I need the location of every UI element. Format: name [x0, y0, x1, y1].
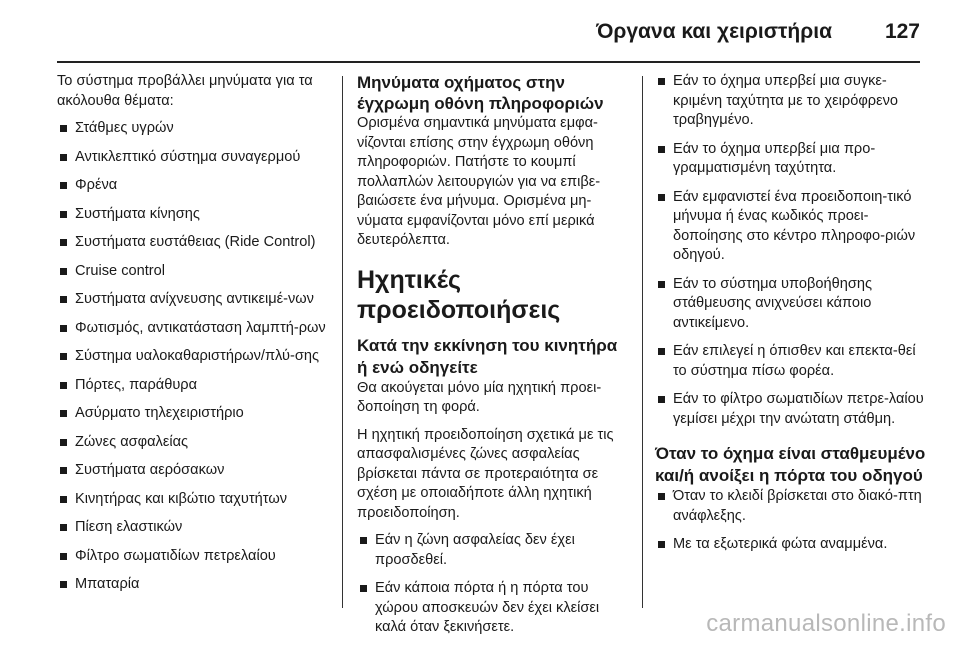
header-divider	[57, 61, 920, 63]
watermark: carmanualsonline.info	[706, 610, 946, 637]
list-item: Εάν κάποια πόρτα ή η πόρτα του χώρου αποσκευών δεν έχει κλείσει καλά όταν ξεκινήσετε.	[357, 579, 630, 638]
list-item: Με τα εξωτερικά φώτα αναμμένα.	[655, 535, 930, 555]
column-divider-left	[342, 76, 343, 608]
page-title: Όργανα και χειριστήρια	[596, 20, 832, 43]
column-left	[57, 72, 329, 604]
list-item: Όταν το κλειδί βρίσκεται στο διακό-πτη ανάφλεξης.	[655, 487, 930, 526]
intro-paragraph: Το σύστημα προβάλλει μηνύματα για τα ακόλουθα θέματα:	[57, 73, 313, 109]
warnings-list-continued	[655, 72, 930, 429]
warnings-list	[357, 531, 630, 638]
list-item: Στάθμες υγρών	[57, 119, 329, 139]
section-heading-vehicle-messages: Μηνύματα οχήματος στην έγχρωμη οθόνη πληροφοριών	[357, 73, 604, 113]
page-number: 127	[884, 20, 920, 43]
subsection-heading-engine-start: Κατά την εκκίνηση του κινητήρα ή ενώ οδηγείτε	[357, 335, 618, 377]
column-divider-right	[642, 76, 643, 608]
page-header	[0, 0, 960, 62]
list-item: Συστήματα αερόσακων	[57, 461, 329, 481]
section-heading-audible-warnings: Ηχητικές προειδοποιήσεις	[357, 265, 561, 324]
list-item: Φρένα	[57, 176, 329, 196]
list-item: Συστήματα ευστάθειας (Ride Control)	[57, 233, 329, 253]
list-item: Πίεση ελαστικών	[57, 518, 329, 538]
list-item: Ασύρματο τηλεχειριστήριο	[57, 404, 329, 424]
column-right	[655, 72, 930, 564]
list-item: Εάν το σύστημα υποβοήθησης στάθμευσης ανιχνεύσει κάποιο αντικείμενο.	[655, 275, 930, 334]
list-item: Εάν εμφανιστεί ένα προειδοποιη-τικό μήνυμα ή ένας κωδικός προει-δοποίησης στο κέντρο πληροφο-ριών οδηγού.	[655, 188, 930, 266]
list-item: Πόρτες, παράθυρα	[57, 376, 329, 396]
parked-warnings-list	[655, 487, 930, 555]
list-item: Σύστημα υαλοκαθαριστήρων/πλύ-σης	[57, 347, 329, 367]
topics-list	[57, 119, 329, 595]
warning-paragraph-1: Θα ακούγεται μόνο μία ηχητική προει-δοποίηση τη φορά.	[357, 379, 602, 415]
list-item: Συστήματα ανίχνευσης αντικειμέ-νων	[57, 290, 329, 310]
subsection-heading-parked: Όταν το όχημα είναι σταθμευμένο και/ή ανοίξει η πόρτα του οδηγού	[655, 444, 926, 485]
vehicle-messages-paragraph: Ορισμένα σημαντικά μηνύματα εμφα-νίζονται επίσης στην έγχρωμη οθόνη πληροφοριών. Πατήστε το κουμπί πολλαπλών λειτουργιών για να επιβε-βαιώσετε ένα μήνυμα. Ορισμένα μη-νύματα εμφανίζονται μόνο επί μερικά δευτερόλεπτα.	[357, 115, 601, 248]
list-item: Ζώνες ασφαλείας	[57, 433, 329, 453]
column-middle	[357, 72, 630, 647]
list-item: Εάν το όχημα υπερβεί μια συγκε-κριμένη ταχύτητα με το χειρόφρενο τραβηγμένο.	[655, 72, 930, 131]
list-item: Εάν το όχημα υπερβεί μια προ-γραμματισμένη ταχύτητα.	[655, 140, 930, 179]
list-item: Φωτισμός, αντικατάσταση λαμπτή-ρων	[57, 319, 329, 339]
list-item: Αντικλεπτικό σύστημα συναγερμού	[57, 148, 329, 168]
warning-paragraph-2: Η ηχητική προειδοποίηση σχετικά με τις απασφαλισμένες ζώνες ασφαλείας βρίσκεται πάντα σε προτεραιότητα σε σχέση με οποιαδήποτε άλλη ηχητική προειδοποίηση.	[357, 426, 614, 521]
list-item: Μπαταρία	[57, 575, 329, 595]
list-item: Cruise control	[57, 262, 329, 282]
list-item: Φίλτρο σωματιδίων πετρελαίου	[57, 547, 329, 567]
list-item: Εάν η ζώνη ασφαλείας δεν έχει προσδεθεί.	[357, 531, 630, 570]
list-item: Κινητήρας και κιβώτιο ταχυτήτων	[57, 490, 329, 510]
list-item: Εάν το φίλτρο σωματιδίων πετρε-λαίου γεμίσει μέχρι την ανώτατη στάθμη.	[655, 390, 930, 429]
list-item: Συστήματα κίνησης	[57, 205, 329, 225]
list-item: Εάν επιλεγεί η όπισθεν και επεκτα-θεί το σύστημα πίσω φορέα.	[655, 342, 930, 381]
